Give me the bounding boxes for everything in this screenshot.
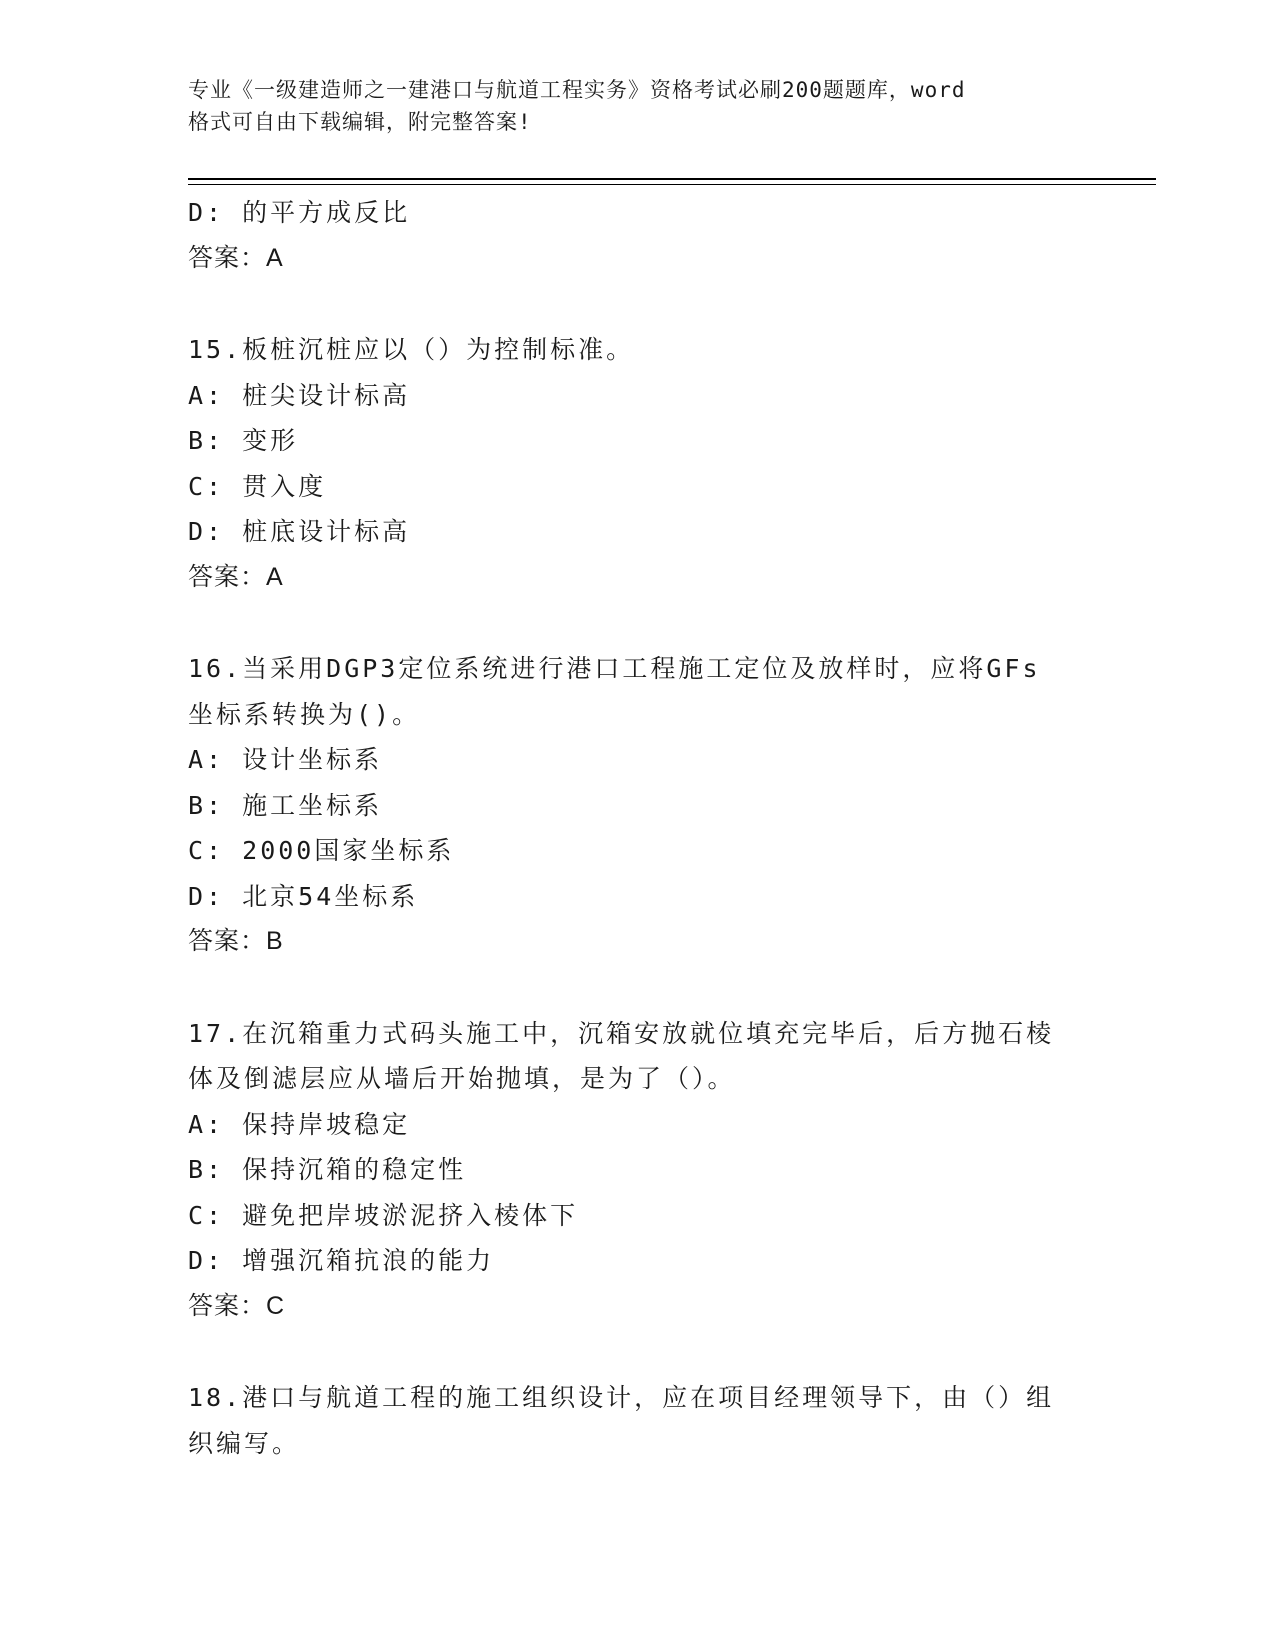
option-d: D: 增强沉箱抗浪的能力 [188,1246,495,1275]
option-c: C: 贯入度 [188,471,327,501]
question-18 [188,1375,1088,1466]
header-title-line1: 专业《一级建造师之一建港口与航道工程实务》资格考试必刷200题题库，word [188,78,966,102]
header-title-line2: 格式可自由下载编辑，附完整答案! [188,110,532,134]
option-b: B: 保持沉箱的稳定性 [188,1155,467,1184]
header-divider-thin [188,184,1156,185]
question-stem: 15.板桩沉桩应以（）为控制标准。 [188,335,635,364]
question-stem-line1: 16.当采用DGP3定位系统进行港口工程施工定位及放样时，应将GFs [188,654,1041,683]
question-spacer [188,965,1088,1011]
question-content [188,190,1088,1466]
question-17 [188,1011,1088,1330]
option-c: C: 2000国家坐标系 [188,836,455,865]
question-spacer [188,281,1088,327]
question-stem-line1: 17.在沉箱重力式码头施工中，沉箱安放就位填充完毕后，后方抛石棱 [188,1018,1055,1048]
option-b: B: 施工坐标系 [188,790,383,820]
question-spacer [188,600,1088,646]
option-a: A: 设计坐标系 [188,745,383,774]
answer: 答案：A [188,562,284,591]
option-d: D: 的平方成反比 [188,198,411,227]
document-header [188,74,1088,138]
answer: 答案：A [188,243,284,272]
question-stem-line2: 坐标系转换为()。 [188,699,421,729]
option-b: B: 变形 [188,426,299,455]
question-15 [188,327,1088,600]
question-stem-line2: 织编写。 [188,1428,301,1458]
answer: 答案：B [188,927,284,955]
option-d: D: 北京54坐标系 [188,881,419,911]
answer: 答案：C [188,1291,286,1320]
option-c: C: 避免把岸坡淤泥挤入棱体下 [188,1200,579,1230]
question-stem-line1: 18.港口与航道工程的施工组织设计，应在项目经理领导下，由（）组 [188,1383,1055,1412]
option-a: A: 保持岸坡稳定 [188,1109,411,1139]
question-spacer [188,1329,1088,1375]
option-d: D: 桩底设计标高 [188,517,411,546]
option-a: A: 桩尖设计标高 [188,380,411,410]
question-14 [188,190,1088,281]
header-divider-thick [188,178,1156,180]
question-stem-line2: 体及倒滤层应从墙后开始抛填，是为了（）。 [188,1064,736,1093]
question-16 [188,646,1088,965]
